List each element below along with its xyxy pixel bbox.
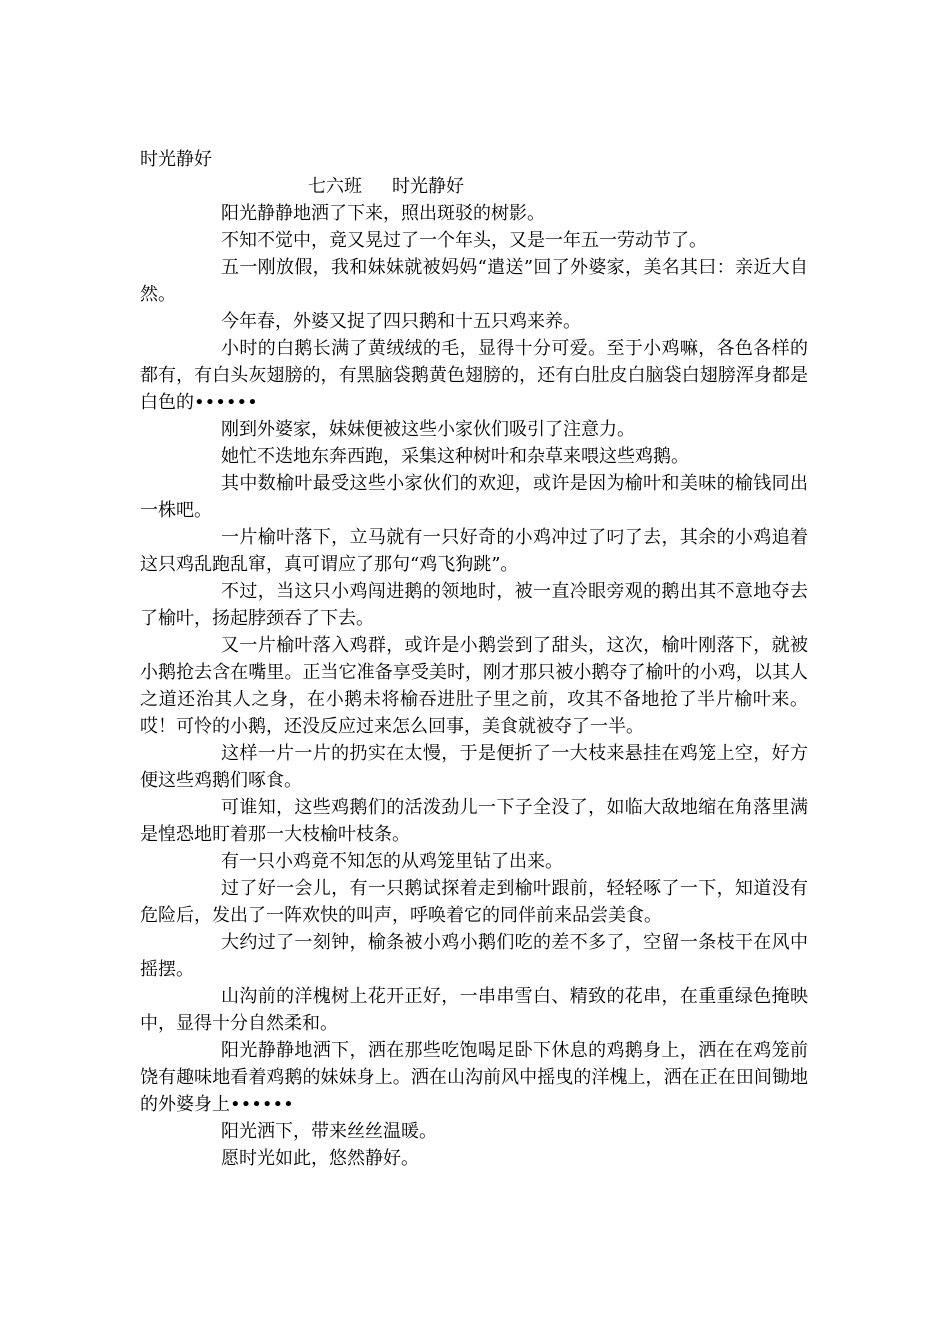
essay-body [140, 200, 808, 1172]
paragraph: 今年春，外婆又捉了四只鹅和十五只鸡来养。 [221, 311, 581, 332]
paragraph: 又一片榆叶落入鸡群，或许是小鹅尝到了甜头，这次，榆叶刚落下，就被小鹅抢去含在嘴里。正当它准备享受美时，刚才那只被小鹅夺了榆叶的小鸡，以其人之道还治其人之身，在小鹅未将榆吞进肚子里之前，攻其不备地抢了半片榆叶来。哎！可怜的小鹅，还没反应过来怎么回事，美食就被夺了一半。 [140, 635, 808, 737]
paragraph: 阳光静静地洒了下来，照出斑驳的树影。 [221, 203, 545, 224]
paragraph: 阳光洒下，带来丝丝温暖。 [221, 1121, 437, 1142]
paragraph: 不知不觉中，竟又晃过了一个年头，又是一年五一劳动节了。 [221, 230, 707, 251]
paragraph: 可谁知，这些鸡鹅们的活泼劲儿一下子全没了，如临大敌地缩在角落里满是惶恐地盯着那一大枝榆叶枝条。 [140, 797, 808, 845]
paragraph: 她忙不迭地东奔西跑，采集这种树叶和杂草来喂这些鸡鹅。 [221, 446, 689, 467]
paragraph: 山沟前的洋槐树上花开正好，一串串雪白、精致的花串，在重重绿色掩映中，显得十分自然柔和。 [140, 986, 808, 1034]
essay-title: 时光静好 [392, 176, 464, 197]
class-name: 七六班 [308, 176, 362, 197]
paragraph: 不过，当这只小鸡闯进鹅的领地时，被一直冷眼旁观的鹅出其不意地夺去了榆叶，扬起脖颈吞了下去。 [140, 581, 808, 629]
paragraph: 阳光静静地洒下，洒在那些吃饱喝足卧下休息的鸡鹅身上，洒在在鸡笼前饶有趣味地看着鸡鹅的妹妹身上。洒在山沟前风中摇曳的洋槐上，洒在正在田间锄地的外婆身上•••••• [140, 1040, 808, 1115]
paragraph: 大约过了一刻钟，榆条被小鸡小鹅们吃的差不多了，空留一条枝干在风中摇摆。 [140, 932, 808, 980]
document-title: 时光静好 [140, 149, 212, 170]
paragraph: 五一刚放假，我和妹妹就被妈妈“遣送”回了外婆家，美名其曰：亲近大自然。 [140, 257, 808, 305]
paragraph: 这样一片一片的扔实在太慢，于是便折了一大枝来悬挂在鸡笼上空，好方便这些鸡鹅们啄食。 [140, 743, 808, 791]
document-page [140, 146, 808, 1172]
paragraph: 有一只小鸡竟不知怎的从鸡笼里钻了出来。 [221, 851, 563, 872]
paragraph: 刚到外婆家，妹妹便被这些小家伙们吸引了注意力。 [221, 419, 635, 440]
paragraph: 愿时光如此，悠然静好。 [221, 1148, 419, 1169]
paragraph: 其中数榆叶最受这些小家伙们的欢迎，或许是因为榆叶和美味的榆钱同出一株吧。 [140, 473, 808, 521]
paragraph: 过了好一会儿，有一只鹅试探着走到榆叶跟前，轻轻啄了一下，知道没有危险后，发出了一阵欢快的叫声，呼唤着它的同伴前来品尝美食。 [140, 878, 808, 926]
paragraph: 一片榆叶落下，立马就有一只好奇的小鸡冲过了叼了去，其余的小鸡追着这只鸡乱跑乱窜，真可谓应了那句“鸡飞狗跳”。 [140, 527, 808, 575]
paragraph: 小时的白鹅长满了黄绒绒的毛，显得十分可爱。至于小鸡嘛，各色各样的都有，有白头灰翅膀的，有黑脑袋鹅黄色翅膀的，还有白肚皮白脑袋白翅膀浑身都是白色的•••••• [140, 338, 808, 413]
byline [140, 173, 808, 200]
